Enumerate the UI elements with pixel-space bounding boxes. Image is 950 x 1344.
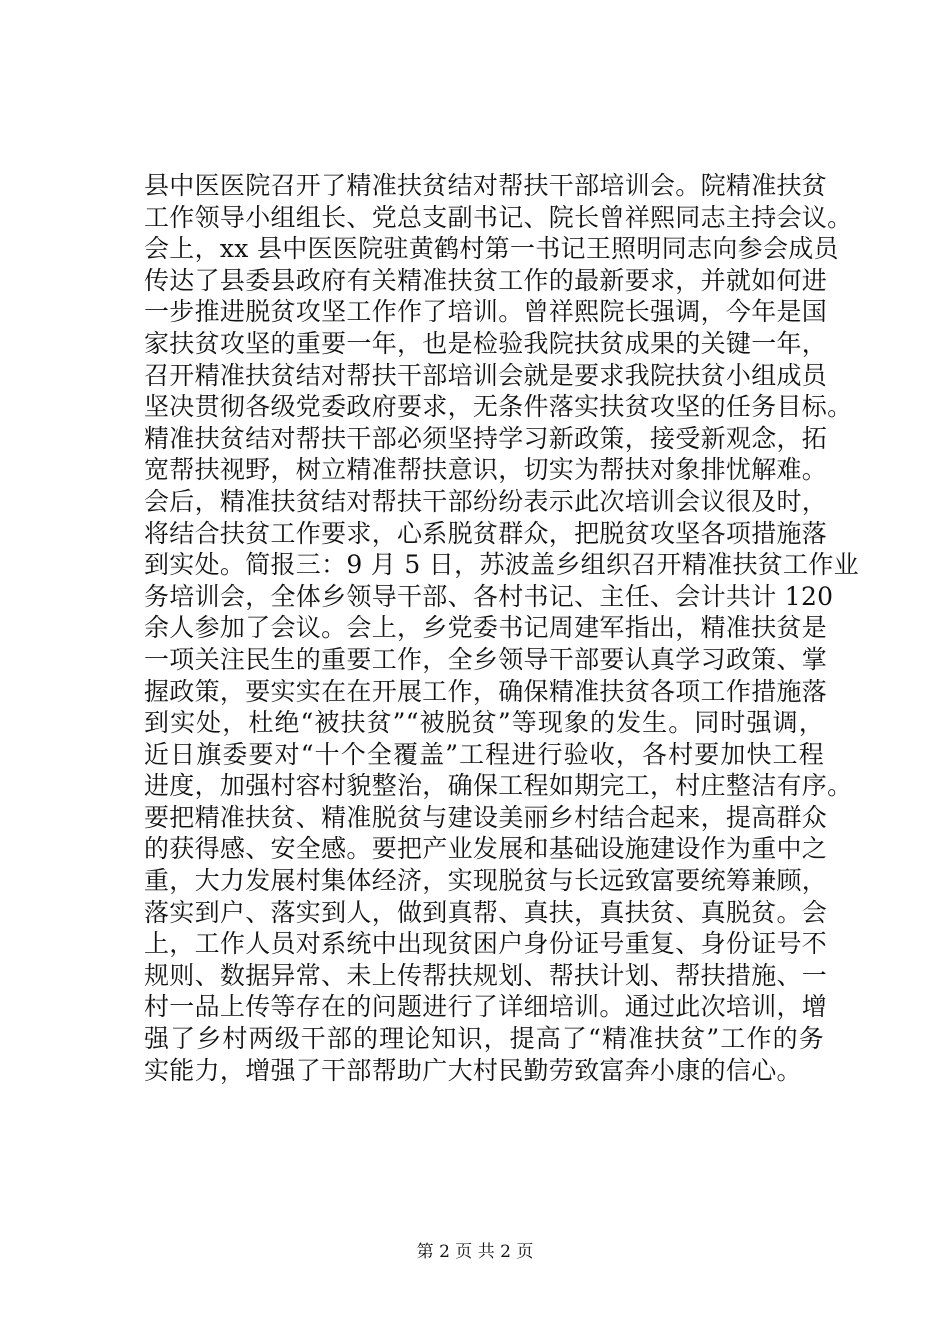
- text-line: 召开精准扶贫结对帮扶干部培训会就是要求我院扶贫小组成员: [144, 360, 828, 390]
- text-line: 实能力，增强了干部帮助广大村民勤劳致富奔小康的信心。: [144, 1055, 802, 1085]
- body-text: [144, 170, 859, 1086]
- text-line: 握政策，要实实在在开展工作，确保精准扶贫各项工作措施落: [144, 676, 828, 706]
- text-line: 宽帮扶视野，树立精准帮扶意识，切实为帮扶对象排忧解难。: [144, 455, 828, 485]
- text-line: 务培训会，全体乡领导干部、各村书记、主任、会计共计 120: [144, 581, 834, 611]
- text-line: 强了乡村两级干部的理论知识，提高了“精准扶贫”工作的务: [144, 1024, 824, 1054]
- text-line: 村一品上传等存在的问题进行了详细培训。通过此次培训，增: [144, 992, 828, 1022]
- text-line: 会上，xx 县中医医院驻黄鹤村第一书记王照明同志向参会成员: [144, 234, 839, 264]
- text-line: 家扶贫攻坚的重要一年，也是检验我院扶贫成果的关键一年，: [144, 328, 828, 358]
- text-line: 一步推进脱贫攻坚工作作了培训。曾祥熙院长强调，今年是国: [144, 297, 828, 327]
- text-line: 传达了县委县政府有关精准扶贫工作的最新要求，并就如何进: [144, 265, 828, 295]
- text-line: 县中医医院召开了精准扶贫结对帮扶干部培训会。院精准扶贫: [144, 171, 828, 200]
- text-line: 要把精准扶贫、精准脱贫与建设美丽乡村结合起来，提高群众: [144, 802, 828, 832]
- text-line: 余人参加了会议。会上，乡党委书记周建军指出，精准扶贫是: [144, 613, 828, 643]
- text-line: 将结合扶贫工作要求，心系脱贫群众，把脱贫攻坚各项措施落: [144, 518, 828, 548]
- text-line: 进度，加强村容村貌整治，确保工程如期完工，村庄整洁有序。: [144, 771, 853, 801]
- text-line: 工作领导小组组长、党总支副书记、院长曾祥熙同志主持会议。: [144, 202, 853, 232]
- text-line: 会后，精准扶贫结对帮扶干部纷纷表示此次培训会议很及时，: [144, 486, 828, 516]
- text-line: 到实处。简报三：9 月 5 日，苏波盖乡组织召开精准扶贫工作业: [144, 550, 859, 580]
- text-line: 规则、数据异常、未上传帮扶规划、帮扶计划、帮扶措施、一: [144, 960, 828, 990]
- text-line: 近日旗委要对“十个全覆盖”工程进行验收，各村要加快工程: [144, 739, 824, 769]
- text-line: 落实到户、落实到人，做到真帮、真扶，真扶贫、真脱贫。会: [144, 897, 828, 927]
- text-line: 重，大力发展村集体经济，实现脱贫与长远致富要统筹兼顾，: [144, 866, 828, 896]
- text-line: 的获得感、安全感。要把产业发展和基础设施建设作为重中之: [144, 834, 828, 864]
- page-footer: 第 2 页 共 2 页: [416, 1242, 534, 1262]
- text-line: 坚决贯彻各级党委政府要求，无条件落实扶贫攻坚的任务目标。: [144, 392, 853, 422]
- text-line: 精准扶贫结对帮扶干部必须坚持学习新政策，接受新观念，拓: [144, 423, 828, 453]
- text-line: 一项关注民生的重要工作，全乡领导干部要认真学习政策、掌: [144, 644, 828, 674]
- text-line: 到实处，杜绝“被扶贫”“被脱贫”等现象的发生。同时强调，: [144, 708, 824, 738]
- text-line: 上，工作人员对系统中出现贫困户身份证号重复、身份证号不: [144, 929, 828, 959]
